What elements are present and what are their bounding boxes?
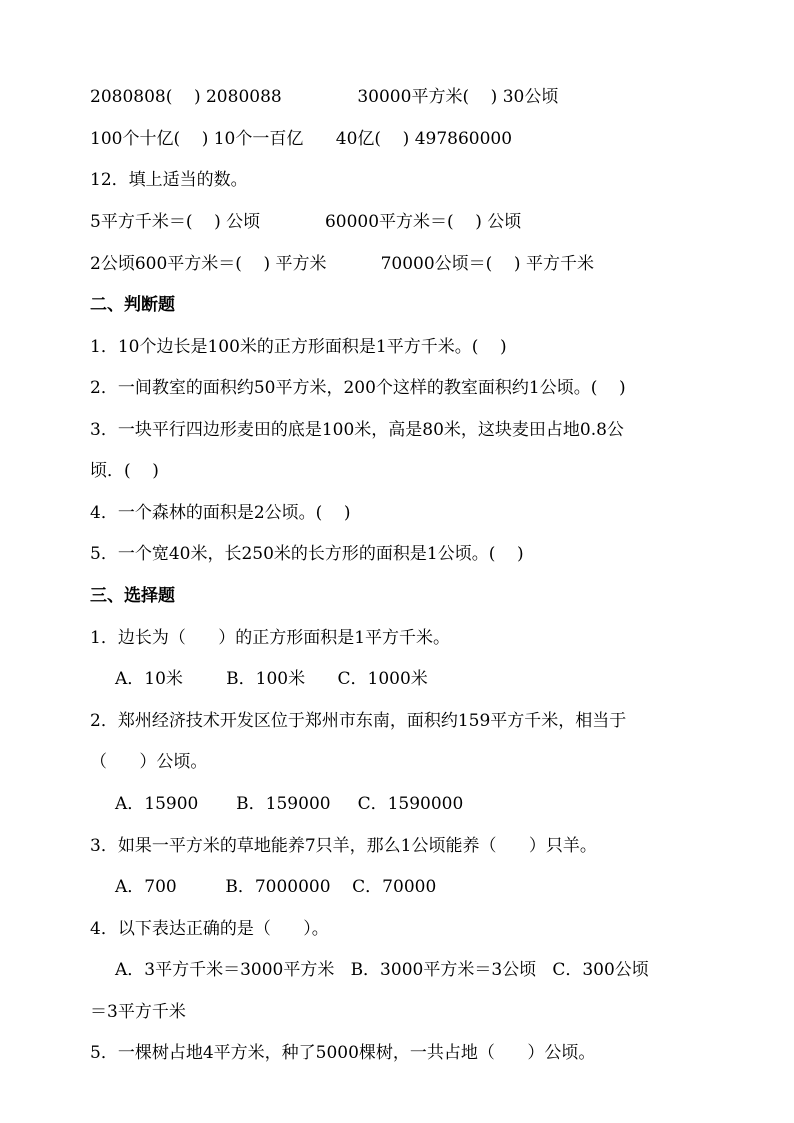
- judge-question-1: 1．10个边长是100米的正方形面积是1平方千米。( ): [90, 337, 507, 357]
- choice-question-2-cont: （ ）公顷。: [90, 752, 208, 772]
- choice-question-1-options: A．10米 B．100米 C．1000米: [115, 669, 428, 689]
- fill-line-2: 2公顷600平方米＝( ) 平方米 70000公顷＝( ) 平方千米: [90, 254, 594, 274]
- choice-question-4-options-cont: ＝3平方千米: [90, 1002, 186, 1022]
- compare-line-1: 2080808( ) 2080088 30000平方米( ) 30公顷: [90, 87, 559, 107]
- choice-question-4: 4．以下表达正确的是（ ）。: [90, 919, 329, 939]
- fill-line-1: 5平方千米＝( ) 公顷 60000平方米＝( ) 公顷: [90, 212, 522, 232]
- choice-question-4-options: A．3平方千米＝3000平方米 B．3000平方米＝3公顷 C．300公顷: [115, 960, 649, 980]
- section-judge-heading: 二、判断题: [90, 295, 175, 315]
- compare-line-2: 100个十亿( ) 10个一百亿 40亿( ) 497860000: [90, 129, 513, 149]
- judge-question-3: 3．一块平行四边形麦田的底是100米，高是80米，这块麦田占地0.8公: [90, 420, 624, 440]
- choice-question-2-options: A．15900 B．159000 C．1590000: [115, 794, 464, 814]
- choice-question-2: 2．郑州经济技术开发区位于郑州市东南，面积约159平方千米，相当于: [90, 711, 627, 731]
- choice-question-5: 5．一棵树占地4平方米，种了5000棵树，一共占地（ ）公顷。: [90, 1043, 596, 1063]
- judge-question-4: 4．一个森林的面积是2公顷。( ): [90, 503, 351, 523]
- choice-question-3-options: A．700 B．7000000 C．70000: [115, 877, 437, 897]
- judge-question-2: 2．一间教室的面积约50平方米，200个这样的教室面积约1公顷。( ): [90, 378, 626, 398]
- section-choice-heading: 三、选择题: [90, 586, 175, 606]
- choice-question-1: 1．边长为（ ）的正方形面积是1平方千米。: [90, 628, 451, 648]
- question-12-title: 12．填上适当的数。: [90, 170, 248, 190]
- judge-question-3-cont: 顷．( ): [90, 461, 159, 481]
- judge-question-5: 5．一个宽40米，长250米的长方形的面积是1公顷。( ): [90, 544, 524, 564]
- choice-question-3: 3．如果一平方米的草地能养7只羊，那么1公顷能养（ ）只羊。: [90, 836, 597, 856]
